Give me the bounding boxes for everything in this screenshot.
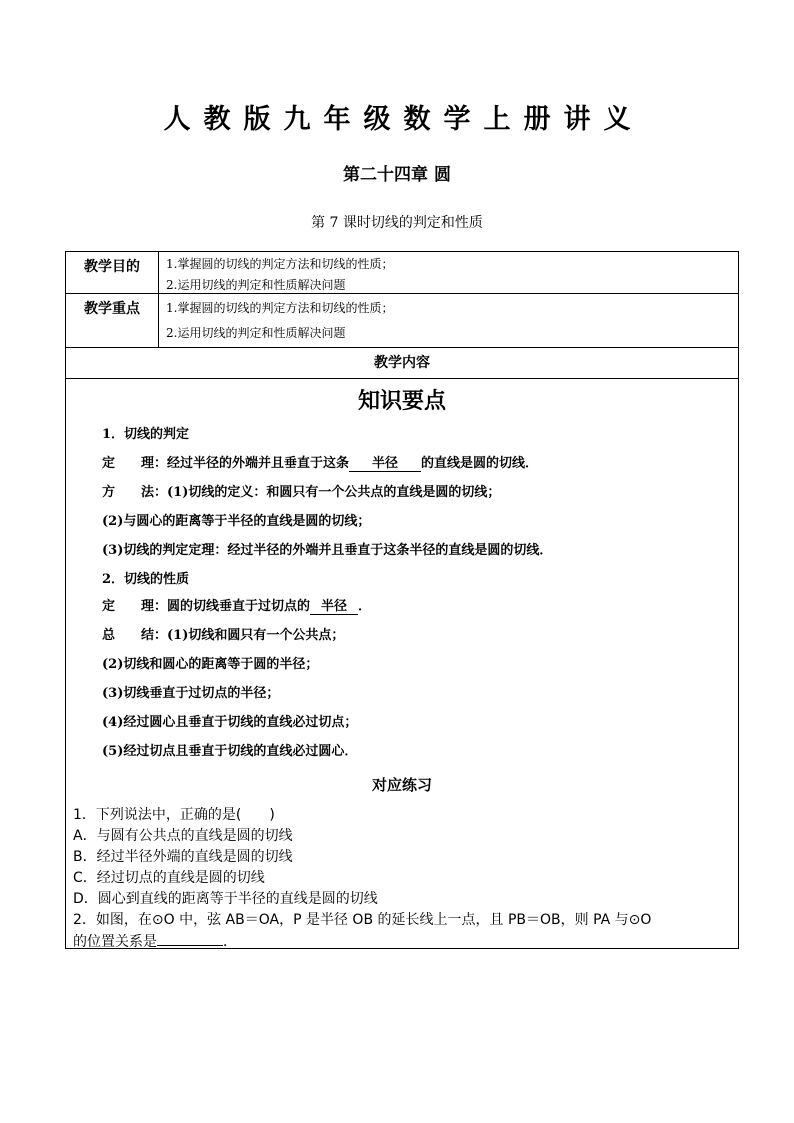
- exercises-title: 对应练习: [371, 776, 432, 794]
- objectives-row: [66, 252, 738, 294]
- key-point-item: 1.掌握圆的切线的判定方法和切线的性质；: [166, 301, 394, 315]
- objectives-label: 教学目的: [66, 252, 159, 293]
- theorem-fill-answer: 半径: [310, 595, 358, 615]
- theorem-fill-answer: 半径: [349, 452, 421, 472]
- method-label: 方 法：: [102, 485, 168, 500]
- lesson-table: [65, 251, 739, 949]
- theorem-text: 圆的切线垂直于过切点的: [167, 599, 311, 614]
- section-1-heading: 1．切线的判定: [102, 427, 190, 442]
- question-1: 1．下列说法中，正确的是( ): [73, 807, 275, 823]
- section-1-theorem: [102, 452, 538, 472]
- question-2-end: ．: [223, 934, 237, 950]
- theorem-text-end: 的直线是圆的切线．: [421, 456, 539, 471]
- question-2-continued: [73, 931, 237, 953]
- section-1-method: [102, 481, 500, 500]
- theorem-text: 经过半径的外端并且垂直于这条: [167, 456, 350, 471]
- method-item: (3)切线的判定定理：经过半径的外端并且垂直于这条半径的直线是圆的切线．: [102, 543, 553, 558]
- content-header: 教学内容: [374, 355, 430, 371]
- question-1-option-b: B．经过半径外端的直线是圆的切线: [73, 849, 293, 865]
- theorem-label: 定 理：: [102, 599, 168, 614]
- method-item: (1)切线的定义：和圆只有一个公共点的直线是圆的切线；: [167, 485, 501, 500]
- theorem-text-end: ．: [358, 599, 372, 614]
- section-2-heading: 2．切线的性质: [102, 572, 190, 587]
- question-1-option-c: C．经过切点的直线是圆的切线: [73, 870, 265, 886]
- theorem-label: 定 理：: [102, 456, 168, 471]
- summary-item: (2)切线和圆心的距离等于圆的半径；: [102, 657, 319, 672]
- knowledge-title: 知识要点: [357, 388, 446, 414]
- question-2-text: 的位置关系是: [73, 934, 157, 950]
- objectives-content: [166, 254, 393, 296]
- key-points-content: [166, 296, 393, 346]
- content-header-row: [66, 348, 738, 379]
- objective-item: 1.掌握圆的切线的判定方法和切线的性质；: [166, 257, 394, 271]
- key-point-item: 2.运用切线的判定和性质解决问题: [166, 326, 346, 340]
- summary-item: (1)切线和圆只有一个公共点；: [167, 628, 345, 643]
- question-1-option-d: D．圆心到直线的距离等于半径的直线是圆的切线: [73, 891, 378, 907]
- summary-label: 总 结：: [102, 628, 168, 643]
- method-item: (2)与圆心的距离等于半径的直线是圆的切线；: [102, 514, 371, 529]
- chapter-title: 第二十四章 圆: [343, 165, 451, 185]
- objective-item: 2.运用切线的判定和性质解决问题: [166, 278, 346, 292]
- question-2: 2．如图，在⊙O 中，弦 AB＝OA，P 是半径 OB 的延长线上一点，且 PB＝OB，则 PA 与⊙O: [73, 912, 652, 928]
- section-2-summary: [102, 624, 344, 643]
- lesson-title: 第 7 课时切线的判定和性质: [311, 215, 483, 231]
- answer-blank[interactable]: [157, 931, 223, 946]
- section-2-theorem: [102, 595, 371, 615]
- key-points-row: [66, 294, 738, 348]
- summary-item: (5)经过切点且垂直于切线的直线必过圆心．: [102, 744, 358, 759]
- question-1-option-a: A．与圆有公共点的直线是圆的切线: [73, 828, 293, 844]
- summary-item: (3)切线垂直于过切点的半径；: [102, 686, 280, 701]
- key-points-label: 教学重点: [66, 294, 159, 347]
- summary-item: (4)经过圆心且垂直于切线的直线必过切点；: [102, 715, 358, 730]
- document-title: 人教版九年级数学上册讲义: [163, 104, 644, 135]
